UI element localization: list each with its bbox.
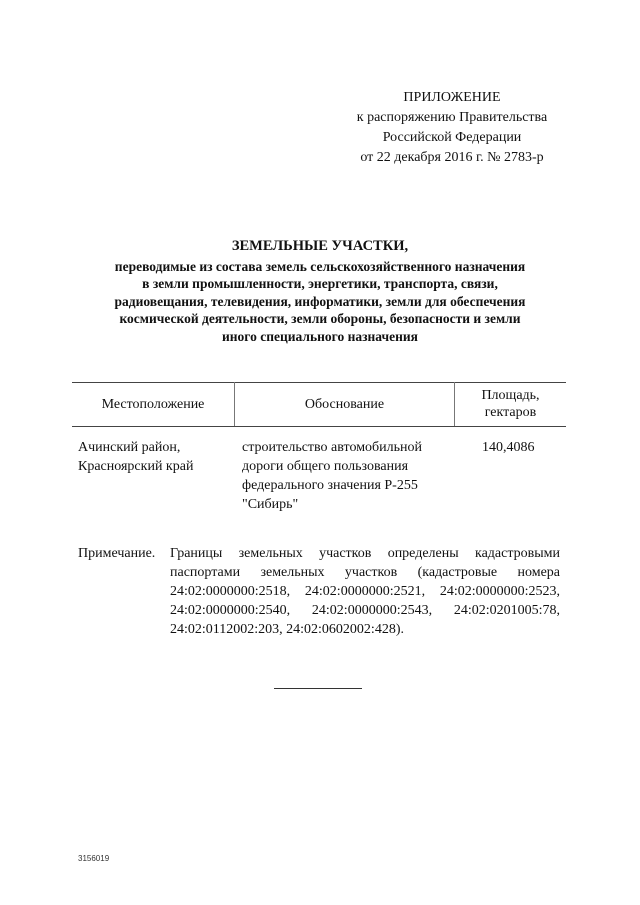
header-area-unit: гектаров	[484, 405, 537, 420]
title-line: переводимые из состава земель сельскохозяйственного назначения	[114, 258, 526, 274]
cell-area: 140,4086	[482, 440, 535, 455]
table-header-rule	[72, 426, 566, 427]
appendix-title: ПРИЛОЖЕНИЕ	[403, 90, 501, 105]
cell-basis	[242, 438, 452, 514]
appendix-ref-line: к распоряжению Правительства	[356, 110, 548, 125]
cell-basis-line: дороги общего пользования	[242, 459, 409, 474]
header-basis	[235, 382, 454, 426]
document-number: 3156019	[78, 854, 110, 863]
header-location-label: Местоположение	[101, 396, 205, 412]
cell-location	[78, 438, 228, 476]
cell-location-line: Ачинский район,	[78, 440, 181, 455]
title-line: иного специального назначения	[222, 328, 418, 344]
title-main: ЗЕМЕЛЬНЫЕ УЧАСТКИ,	[231, 238, 409, 254]
appendix-date-number: от 22 декабря 2016 г. № 2783-р	[360, 150, 544, 165]
note-line: 24:02:0000000:2540, 24:02:0000000:2543, 24:02:0201005:78,	[170, 603, 560, 618]
appendix-header	[330, 88, 574, 168]
cell-location-line: Красноярский край	[78, 459, 194, 474]
cell-basis-line: федерального значения Р-255	[242, 478, 418, 493]
title-line: радиовещания, телевидения, информатики, земли для обеспечения	[114, 293, 526, 309]
appendix-ref-line: Российской Федерации	[382, 130, 522, 145]
note-line: паспортами земельных участков (кадастровые номера	[170, 565, 560, 580]
end-separator	[274, 688, 362, 689]
cell-basis-line: "Сибирь"	[242, 497, 299, 512]
note-line: Границы земельных участков определены кадастровыми	[170, 546, 560, 561]
document-title	[60, 238, 580, 346]
note-text	[170, 544, 560, 639]
header-location	[72, 382, 234, 426]
header-basis-label: Обоснование	[304, 396, 385, 412]
title-line: космической деятельности, земли обороны, безопасности и земли	[119, 311, 521, 327]
note-line: 24:02:0000000:2518, 24:02:0000000:2521, 24:02:0000000:2523,	[170, 584, 560, 599]
note-label: Примечание.	[78, 546, 156, 561]
title-line: в земли промышленности, энергетики, транспорта, связи,	[142, 276, 498, 292]
header-area-label: Площадь,	[481, 388, 540, 403]
cell-basis-line: строительство автомобильной	[242, 440, 423, 455]
header-area	[455, 382, 566, 426]
note-line: 24:02:0112002:203, 24:02:0602002:428).	[170, 622, 404, 637]
